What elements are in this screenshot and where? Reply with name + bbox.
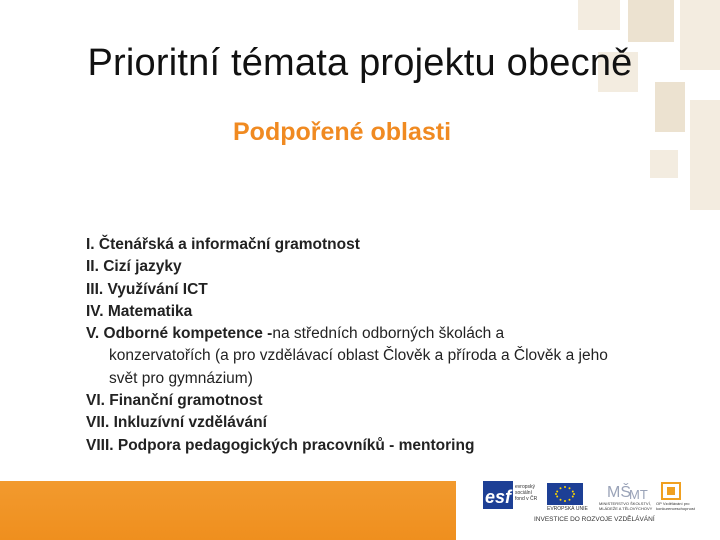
msmt-text: MINISTERSTVO ŠKOLSTVÍ, MLÁDEŽE A TĚLOVÝCHOVY [599,501,653,511]
item-title: Využívání ICT [107,280,208,298]
item-title: Finanční gramotnost [109,392,263,410]
topic-list [86,234,686,457]
item-title: Cizí jazyky [103,258,182,276]
svg-text:esf: esf [485,487,512,507]
slide-subtitle: Podpořené oblasti [233,118,452,146]
corner-decoration [628,0,674,42]
svg-text:MT: MT [629,487,648,501]
item-description: na středních odborných školách a [272,325,505,343]
footer-bar [0,481,456,540]
svg-text:MŠ: MŠ [607,484,631,501]
corner-decoration [655,82,685,132]
slide-title: Prioritní témata projektu obecně [87,42,633,84]
op-logo [656,481,695,511]
item-description: svět pro gymnázium) [109,369,253,387]
item-title: Odborné kompetence - [103,325,273,343]
item-title: Podpora pedagogických pracovníků - mentoring [117,436,475,454]
item-number: V. [86,325,104,343]
list-item [86,256,686,278]
corner-decoration [690,100,720,210]
corner-decoration [650,150,678,178]
item-description: konzervatořích (a pro vzdělávací oblast Člověk a příroda a Člověk a jeho [109,347,608,365]
list-item [86,279,686,301]
msmt-logo [599,481,655,513]
op-text: OP Vzdělávání pro konkurenceschopnost [656,501,695,511]
list-item [86,234,686,256]
item-title: Inkluzívní vzdělávání [113,414,267,432]
item-number: II. [86,258,104,276]
item-number: VIII. [86,436,118,454]
item-number: IV. [86,302,108,320]
list-item [86,435,686,457]
item-number: VI. [86,392,110,410]
corner-decoration [578,0,620,30]
list-item [86,390,686,412]
item-title: Čtenářská a informační gramotnost [98,236,360,253]
item-number: I. [86,236,99,253]
esf-text: evropský sociální fond v ČR [515,484,538,502]
investice-text: INVESTICE DO ROZVOJE VZDĚLÁVÁNÍ [534,516,655,523]
eu-flag-logo [547,483,588,512]
item-number: III. [86,280,108,298]
list-item [86,412,686,434]
item-title: Matematika [107,302,193,320]
esf-logo [483,481,541,511]
list-item [86,323,686,390]
footer-logos [456,481,720,540]
item-number: VII. [86,414,114,432]
list-item [86,301,686,323]
eu-text: EVROPSKÁ UNIE [547,506,588,512]
